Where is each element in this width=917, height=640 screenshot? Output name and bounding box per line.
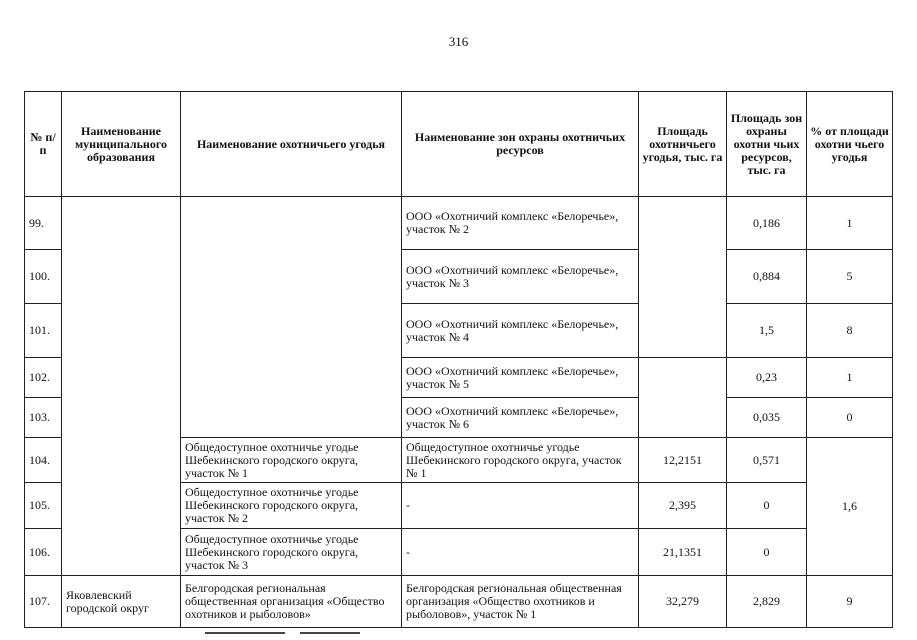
zone-area: 0,23 xyxy=(727,358,807,398)
zone-name: ООО «Охотничий комплекс «Белоречье», участок № 4 xyxy=(402,304,639,358)
table-header-row xyxy=(25,92,893,197)
row-number: 107. xyxy=(25,576,62,628)
zone-area: 1,5 xyxy=(727,304,807,358)
hunting-ground-name: Общедоступное охотничье угодье Шебекинского городского округа, участок № 3 xyxy=(181,529,402,576)
row-number: 103. xyxy=(25,398,62,438)
hunting-ground-cell-empty xyxy=(181,197,402,438)
zone-name: ООО «Охотничий комплекс «Белоречье», участок № 5 xyxy=(402,358,639,398)
row-number: 106. xyxy=(25,529,62,576)
percent: 0 xyxy=(807,398,893,438)
table-row xyxy=(25,576,893,628)
row-number: 101. xyxy=(25,304,62,358)
header-ground-area: Площадь охотничьего угодья, тыс. га xyxy=(639,92,727,197)
hunting-grounds-table xyxy=(24,91,893,628)
percent: 8 xyxy=(807,304,893,358)
table-row xyxy=(25,197,893,250)
zone-name: Белгородская региональная общественная организация «Общество охотников и рыболовов», участок № 1 xyxy=(402,576,639,628)
zone-area: 0,571 xyxy=(727,438,807,483)
ground-area-cell-empty xyxy=(639,197,727,358)
hunting-ground-name: Общедоступное охотничье угодье Шебекинского городского округа, участок № 1 xyxy=(181,438,402,483)
municipality-cell-empty xyxy=(62,197,181,576)
zone-area: 2,829 xyxy=(727,576,807,628)
page-number: 316 xyxy=(448,34,469,49)
zone-area: 0 xyxy=(727,529,807,576)
zone-name: - xyxy=(402,529,639,576)
header-protection-zone: Наименование зон охраны охотничьих ресурсов xyxy=(402,92,639,197)
header-number: № п/п xyxy=(25,92,62,197)
header-municipality: Наименование муниципального образования xyxy=(62,92,181,197)
zone-area: 0,884 xyxy=(727,250,807,304)
zone-name: Общедоступное охотничье угодье Шебекинского городского округа, участок № 1 xyxy=(402,438,639,483)
zone-name: ООО «Охотничий комплекс «Белоречье», участок № 3 xyxy=(402,250,639,304)
zone-area: 0 xyxy=(727,483,807,529)
row-number: 100. xyxy=(25,250,62,304)
zone-area: 0,186 xyxy=(727,197,807,250)
ground-area: 2,395 xyxy=(639,483,727,529)
header-zone-area: Площадь зон охраны охотни чьих ресурсов, тыс. га xyxy=(727,92,807,197)
hunting-ground-name: Общедоступное охотничье угодье Шебекинского городского округа, участок № 2 xyxy=(181,483,402,529)
header-hunting-ground: Наименование охотничьего угодья xyxy=(181,92,402,197)
zone-name: ООО «Охотничий комплекс «Белоречье», участок № 2 xyxy=(402,197,639,250)
row-number: 104. xyxy=(25,438,62,483)
percent: 1 xyxy=(807,197,893,250)
header-percent: % от площади охотни чьего угодья xyxy=(807,92,893,197)
zone-name: ООО «Охотничий комплекс «Белоречье», участок № 6 xyxy=(402,398,639,438)
row-number: 102. xyxy=(25,358,62,398)
row-number: 105. xyxy=(25,483,62,529)
ground-area-cell-empty xyxy=(639,358,727,438)
percent: 9 xyxy=(807,576,893,628)
zone-name: - xyxy=(402,483,639,529)
ground-area: 21,1351 xyxy=(639,529,727,576)
ground-area: 12,2151 xyxy=(639,438,727,483)
percent-merged: 1,6 xyxy=(807,438,893,576)
footer-rule-left xyxy=(205,632,285,634)
hunting-ground-name: Белгородская региональная общественная организация «Общество охотников и рыболовов» xyxy=(181,576,402,628)
ground-area: 32,279 xyxy=(639,576,727,628)
zone-area: 0,035 xyxy=(727,398,807,438)
percent: 1 xyxy=(807,358,893,398)
footer-rule-right xyxy=(300,632,360,634)
row-number: 99. xyxy=(25,197,62,250)
percent: 5 xyxy=(807,250,893,304)
municipality-name: Яковлевский городской округ xyxy=(62,576,181,628)
